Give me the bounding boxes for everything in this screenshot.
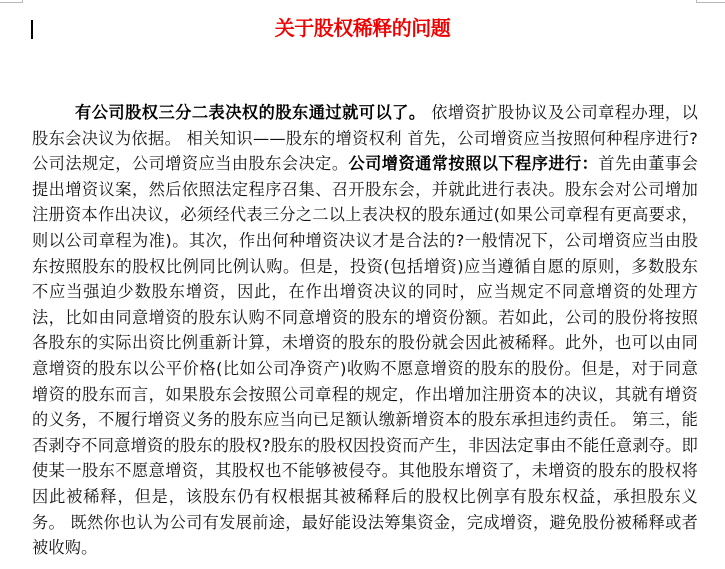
paragraph-text-segment: 首先由董事会提出增资议案，然后依照法定程序召集、召开股东会，并就此进行表决。股东会对公司增加注册资本作出决议，必须经代表三分之二以上表决权的股东通过(如果公司章程有更高要求，则以公司章程为准)。其次，作出何种增资决议才是合法的?一般情况下，公司增资应当由股东按照股东的股权比例同比例认购。但是，投资(包括增资)应当遵循自愿的原则，多数股东不应当强迫少数股东增资，因此，在作出增资决议的同时，应当规定不同意增资的处理方法，比如由同意增资的股东认购不同意增资的股东的增资份额。若如此，公司的股份将按照各股东的实际出资比例重新计算，未增资的股东的股份就会因此被稀释。此外，也可以由同意增资的股东以公平价格(比如公司净资产)收购不愿意增资的股东的股份。但是，对于同意增资的股东而言，如果股东会按照公司章程的规定，作出增加注册资本的决议，其就有增资的义务，不履行增资义务的股东应当向已足额认缴新增资本的股东承担违约责任。 第三，能否剥夺不同意增资的股东的股权?股东的股权因投资而产生，非因法定事由不能任意剥夺。即使某一股东不愿意增资，其股权也不能够被侵夺。其他股东增资了，未增资的股东的股权将因此被稀释，但是，该股东仍有权根据其被稀释后的股权比例享有股东权益，承担股东义务。 既然你也认为公司有发展前途，最好能设法筹集资金，完成增资，避免股份被稀释或者被收购。 bbox=[32, 154, 698, 558]
document-title: 关于股权稀释的问题 bbox=[274, 16, 451, 40]
crop-mark-top-left-vertical-icon bbox=[22, 0, 23, 3]
crop-mark-top-left-icon bbox=[0, 2, 22, 3]
bold-procedure-heading: 公司增资通常按照以下程序进行： bbox=[348, 154, 599, 174]
body-paragraph[interactable] bbox=[32, 100, 698, 561]
crop-mark-top-right-vertical-icon bbox=[696, 0, 697, 3]
bold-lead-sentence: 有公司股权三分二表决权的股东通过就可以了。 bbox=[75, 103, 426, 122]
crop-mark-top-right-icon bbox=[696, 2, 725, 3]
paragraph-text-segment: 依增资扩股协议及公司章程办理，以股东会决议为依据。 相关知识——股东的增资权利 首先，公司增资应当按照何种程序进行?公司法规定，公司增资应当由股东会决定。 bbox=[32, 103, 698, 174]
